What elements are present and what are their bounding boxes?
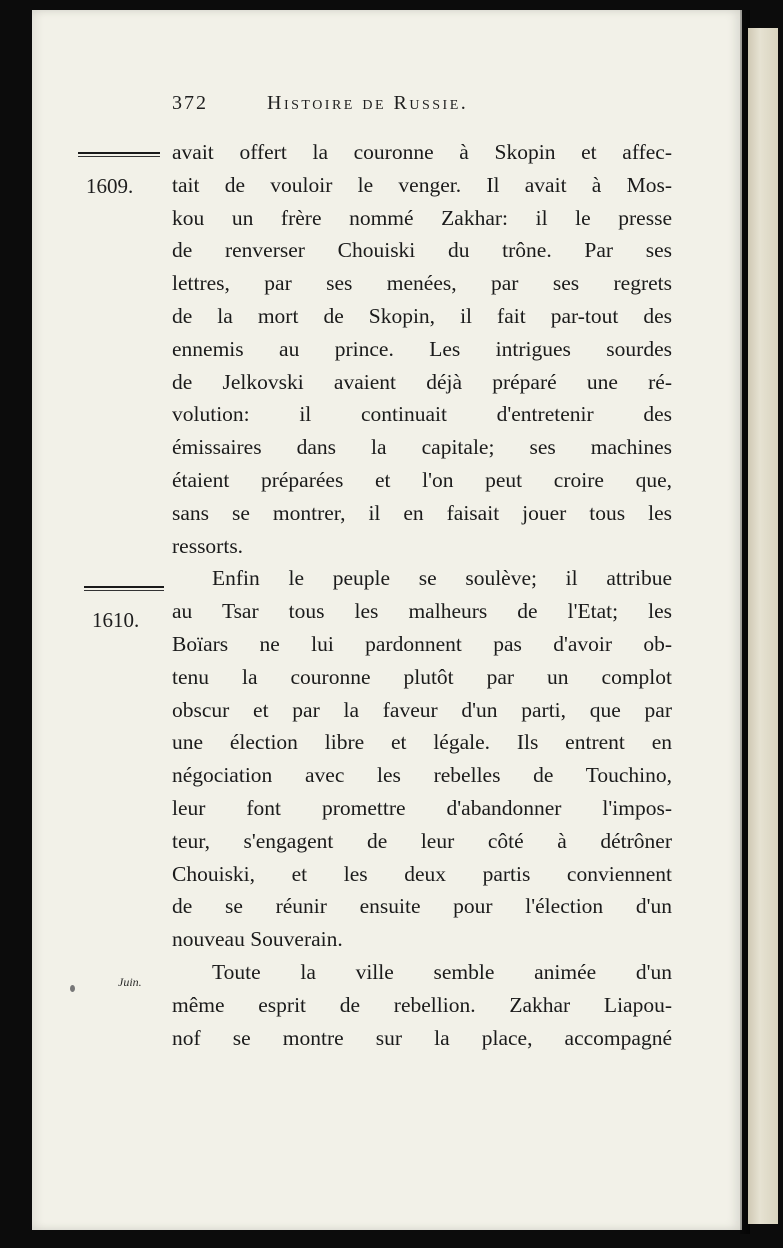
body-line: avait offert la couronne à Skopin et affec- xyxy=(172,140,672,164)
body-line: de renverser Chouiski du trône. Par ses xyxy=(172,238,672,263)
body-line: kou un frère nommé Zakhar: il le presse xyxy=(172,205,672,230)
margin-year-1610: 1610. xyxy=(92,608,140,632)
body-text xyxy=(172,136,672,1054)
body-line: de se réunir ensuite pour l'élection d'un xyxy=(172,894,672,919)
margin-rule-1609 xyxy=(78,152,160,154)
body-line: volution: il continuait d'entretenir des xyxy=(172,402,672,427)
body-line: Chouiski, et les deux partis conviennent xyxy=(172,861,672,886)
body-line: tenu la couronne plutôt par un complot xyxy=(172,664,672,689)
body-line: obscur et par la faveur d'un parti, que par xyxy=(172,697,672,722)
body-line: au Tsar tous les malheurs de l'Etat; les xyxy=(172,599,672,624)
body-line: nouveau Souverain. xyxy=(172,927,343,952)
body-line: sans se montrer, il en faisait jouer tous les xyxy=(172,500,672,525)
page-speck xyxy=(70,985,75,992)
running-title: Histoire de Russie. xyxy=(267,92,469,114)
body-line: émissaires dans la capitale; ses machines xyxy=(172,435,672,460)
body-line: nof se montre sur la place, accompagné xyxy=(172,1025,672,1050)
body-line: tait de vouloir le venger. Il avait à Mos- xyxy=(172,172,672,197)
body-line: ressorts. xyxy=(172,533,244,558)
margin-year-1609: 1609. xyxy=(86,174,134,198)
paragraph-start-line: Toute la ville semble animée d'un xyxy=(212,959,672,984)
body-line: de Jelkovski avaient déjà préparé une ré- xyxy=(172,369,672,394)
body-line: une élection libre et légale. Ils entrent en xyxy=(172,730,672,755)
running-head xyxy=(172,92,632,115)
paragraph-start-line: Enfin le peuple se soulève; il attribue xyxy=(212,566,672,591)
body-line: leur font promettre d'abandonner l'impos- xyxy=(172,795,672,820)
next-page-edge xyxy=(748,28,778,1224)
body-line: même esprit de rebellion. Zakhar Liapou- xyxy=(172,992,672,1017)
body-line: ennemis au prince. Les intrigues sourdes xyxy=(172,336,672,361)
margin-rule-1610 xyxy=(84,586,164,588)
body-line: teur, s'engagent de leur côté à détrôner xyxy=(172,828,672,853)
body-line: de la mort de Skopin, il fait par-tout des xyxy=(172,303,672,328)
body-line: étaient préparées et l'on peut croire que, xyxy=(172,467,672,492)
margin-month-juin: Juin. xyxy=(118,975,142,989)
body-line: Boïars ne lui pardonnent pas d'avoir ob- xyxy=(172,631,672,656)
body-line: négociation avec les rebelles de Touchino, xyxy=(172,763,672,788)
body-line: lettres, par ses menées, par ses regrets xyxy=(172,271,672,296)
page-number: 372 xyxy=(172,92,208,114)
